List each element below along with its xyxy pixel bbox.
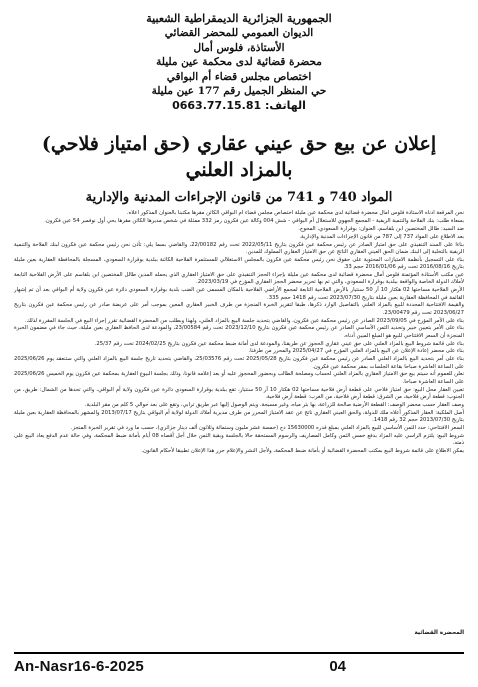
- header-line-office: الديوان العمومي للمحضر القضائي: [164, 27, 314, 40]
- body-paragraph: تعيين العقار محل البيع: حق امتياز فلاحي على قطعة أرض فلاحية مساحتها 02 هكتار 10 آر 50 سنتيار، تقع ببلدية بوقرارة السعودي دائرة عين فكرون ولاية أم البواقي، والتي تحدها من الشمال: طريق، من الجنوب: قطعة أرض فلاحية، من الشرق: قطعة أرض فلاحية، من الغرب: قطعة أرض فلاحية.: [14, 386, 464, 401]
- body-paragraph: بناء على التسجيل بأنظمة الامتيازات المحتوية على حقوق نحن رئيس محكمة عين فكرون بالمجلس الاستغلالي للمستثمرة الفلاحية الكائنة ببلدية بوقرارة السعودي، المسجلة بالمحافظة العقارية بعين مليلة بتاريخ 2016/08/16 تحت رقم 2016/01/06 حجم 33.: [14, 256, 464, 271]
- body-paragraph: بناءا على السند التنفيذي على حق امتياز الصادر عن رئيس محكمة عين فكرون بتاريخ 2022/05/11 تحت رقم 22/00182، والقاضي بسما يلي: تأذن نحن رئيس محكمة عين فكرون لبنك الفلاحة والتنمية الريفية بالتخلية إلى البنك ضمان الحق العيني العقاري الناتج عن حق الامتياز العقاري المملوك للمدين.: [14, 241, 464, 256]
- body-paragraph: بناء على الأمر بتعيين خبير وتحديد الثمن الأساسي الصادر عن رئيس محكمة عين فكرون بتاريخ 2023/12/10 تحت رقم 23/00584، والمودعة لدى الحافظ العقاري بعين مليلة، حيث جاء في مضمون الخبرة المنجزة أن السعر الافتتاحي للبيع هو المبلغ المبين أدناه.: [14, 325, 464, 339]
- body-paragraph: بناء على قائمة شروط البيع بالمزاد العلني على حق عيني عقاري الحجوز عن طريقنا، والمودعة لدى أمانة ضبط محكمة عين فكرون بتاريخ 2024/02/25 تحت رقم 25/37.: [94, 340, 464, 347]
- body-paragraph: بناء على أمر بتحديد البيع بالمزاد العلني الصادر عن رئيس محكمة عين فكرون بتاريخ 2025/05/28 تحت رقم 25/03576، والقاضي بتحديد تاريخ جلسة البيع بالمزاد العلني والتي ستنعقد يوم 2025/06/26 على الساعة العاشرة صباحا بقاعة الجلسات بمقر محكمة عين فكرون.: [14, 356, 464, 370]
- body-paragraph: بعد الاطلاع على المواد 737 إلى 787 من قانون الإجراءات المدنية والإدارية.: [299, 233, 464, 240]
- announcement-body: [14, 210, 464, 633]
- body-paragraph: نحن المرقعة أدناه الأستاذة فلوس أمال محضرة قضائية لدى محكمة عين مليلة اختصاص مجلس قضاء أم البواقي الكائن مقرها مكتبنا بالعنوان المذكور أعلاه.: [126, 210, 464, 217]
- body-paragraph: بسعاة طلب: بنك الفلاحة والتنمية الريفية - المجمع الجهوي للاستغلال أم البواقي - ش‍ش 004 وكالة عين فكرون رمز 332 ممثلة في شخص مديرها الكائن مقرها بحي أول نوفمبر 54 عين فكرون.: [44, 218, 464, 225]
- legal-articles-subtitle: المواد 740 و 741 من قانون الإجراءات المدنية والإدارية: [85, 190, 393, 206]
- page-footer: [14, 652, 464, 676]
- body-paragraph: أصل الملكية: العقار المذكور أعلاه ملك للدولة، والحق العيني العقاري ناتج عن عقد الامتياز المحرر من طرف مديرية أملاك الدولة لولاية أم البواقي بتاريخ 2013/07/17 والمشهر بالمحافظة العقارية بعين مليلة بتاريخ 2013/07/30 حجم 32 رقم 1418.: [14, 409, 464, 424]
- body-paragraph: وصف العقار حسب محضر الوصف: القطعة الأرضية صالحة للزراعة، بها بئر مياه، وغير مسيجة، ويتم الوصول إليها عبر طريق ترابي، وتقع على بعد حوالي 5 كلم من مقر البلدية.: [84, 401, 464, 408]
- signature-label: المحضرة القضائية: [414, 630, 464, 636]
- header-line-republic: الجمهورية الجزائرية الديمقراطية الشعبية: [146, 12, 332, 25]
- header-phone: الهاتف: 0663.77.15.81: [172, 99, 306, 113]
- body-paragraph: بناء على محضر إعادة الإعلان عن البيع بالمزاد العلني المؤرخ في 2025/04/27 والمحرر من طرفنا.: [248, 348, 464, 355]
- body-paragraph: نعلن للعموم أنه سيتم بيع حق الامتياز العقاري بالمزاد العلني لحساب ومصلحة الطالب وبحضور المحجوز عليه أو بعد إعلامه قانونا، وذلك بجلسة البيوع العقارية بمحكمة عين فكرون يوم الخميس 2025/06/26 على الساعة العاشرة صباحا.: [14, 371, 464, 385]
- body-paragraph: يمكن الاطلاع على قائمة شروط البيع بمكتب المحضرة القضائية أو بأمانة ضبط المحكمة، ولأجل النشر والإعلام حرر هذا الإعلان تطبيقا لأحكام القانون.: [141, 447, 464, 454]
- body-paragraph: ضد السيد: طالل المختصين ابن بلقاسم، العنوان: بوقرارة السعودي، المحوج.: [298, 226, 464, 233]
- body-paragraph: السعر الافتتاحي: حدد الثمن الأساسي للبيع بالمزاد العلني بمبلغ قدره 15630000 دج (خمسة عشر مليون وستمائة وثلاثون ألف دينار جزائري)، حسب ما ورد في تقرير الخبرة المنجز.: [70, 424, 464, 431]
- header-line-court: محضرة قضائية لدى محكمة عين مليلة: [156, 56, 322, 69]
- body-paragraph: شروط البيع: يلتزم الراسي عليه المزاد بدفع خمس الثمن وكامل المصاريف والرسوم المستحقة حالا بالجلسة وبقية الثمن خلال أجل أقصاه 08 أيام بأمانة ضبط المحكمة، وفي حالة عدم الدفع يعاد البيع على ذمته.: [14, 432, 464, 447]
- header-line-address: حي المنظر الجميل رقم 177 عين مليلة: [151, 85, 327, 98]
- header-line-bailiff-name: الأستاذة، فلوس أمال: [193, 41, 285, 54]
- header-line-jurisdiction: اختصاص مجلس قضاء أم البواقي: [166, 70, 312, 83]
- title-line-1: إعلان عن بيع حق عيني عقاري (حق امتياز فلاحي): [41, 133, 437, 156]
- footer-date: An-Nasr16-6-2025: [14, 657, 144, 675]
- announcement-title: [29, 131, 449, 183]
- body-paragraph: والقيمة الافتتاحية المحددة للبيع بالمزاد العلني بالتفاصيل الوارد ذكرها، طبقا لتقرير الخبرة المنجزة من طرف الخبير العقاري المعين بموجب أمر على عريضة صادر عن رئيس محكمة عين فكرون بتاريخ 2023/06/27 تحت رقم 23/00479.: [14, 302, 464, 316]
- body-paragraph: عين مكتب الأستاذة المؤتمنة فلوس أمال محضرة قضائية لدى محكمة عين مليلة بإجراء الحجز التنفيذي على حق الامتياز العقاري الذي يحمله المدين طالل المختصين ابن بلقاسم على الأرض الفلاحية التابعة لأملاك الدولة الخاصة والواقعة ببلدية بوقرارة السعودي، والتي تم بها تحرير محضر الحجز العقاري المؤرخ في 2023/03/19.: [14, 272, 464, 286]
- body-paragraph: الأرض الفلاحية مساحتها 02 هكتار 10 آر 50 سنتيار بالأرض الفلاحية التابعة لمجمع الأراضي الفلاحية بالمكان المسمى عين الضب بلدية بوقرارة السعودي دائرة عين فكرون ولاية أم البواقي بعد أن تم إشهار القائمة في المحافظة العقارية بعين مليلة بتاريخ 2023/07/30 تحت رقم 1418 حجم 335.: [14, 287, 464, 301]
- title-line-2: بالمزاد العلني: [185, 159, 293, 182]
- header-block: [14, 12, 464, 113]
- body-paragraph: بناء على الأمر المؤرخ في 2023/09/05 الصادر عن رئيس محكمة عين فكرون، والقاضي بتحديد جلسة البيع بالمزاد العلني، ولهذا وبطلب من المحضرة القضائية تقرر إجراء البيع في الجلسة المقررة لذلك.: [24, 317, 464, 324]
- footer-page-number: 04: [329, 657, 346, 675]
